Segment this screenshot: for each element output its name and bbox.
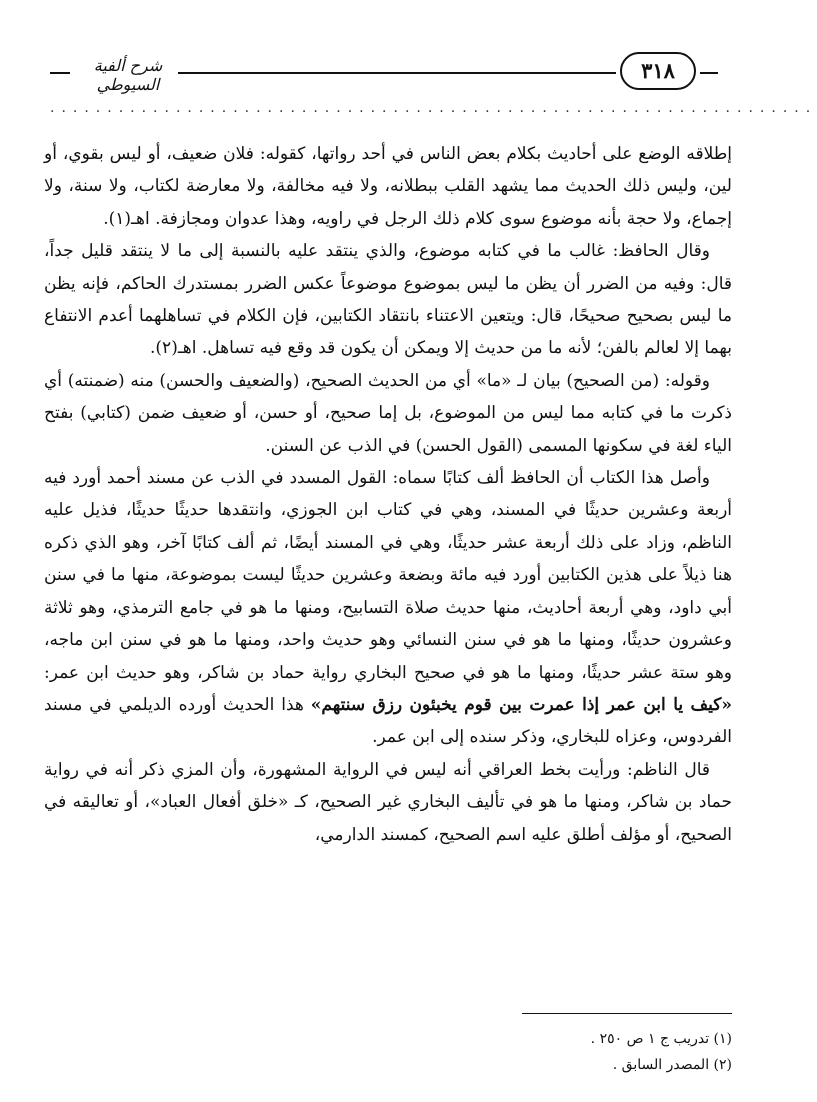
hadith-quote: «كيف يا ابن عمر إذا عمرت بين قوم يخبئون رزق سنتهم» [310, 694, 732, 715]
paragraph-1: إطلاقه الوضع على أحاديث بكلام بعض الناس في أحد رواتها، كقوله: فلان ضعيف، أو ليس بقوي، أو لين، وليس ذلك الحديث مما يشهد القلب ببطلانه، ولا فيه مخالفة، ولا معارضة لكتاب، ولا سنة، ولا إجماع، ولا حجة بأنه موضوع سوى كلام ذلك الرجل في راويه، وهذا عدوان ومجازفة. اهـ(١). [44, 144, 732, 229]
header-rule [178, 72, 616, 74]
footnote-separator [522, 1013, 732, 1014]
page-body [44, 138, 732, 998]
paragraph-4 [44, 462, 732, 754]
paragraph-3: وقوله: (من الصحيح) بيان لـ «ما» أي من الحديث الصحيح، (والضعيف والحسن) منه (ضمنته) أي ذكرت ما في كتابه مما ليس من الموضوع، بل إما صحيح، أو حسن، أو ضعيف ضمن (كتابي) بفتح الياء لغة في سكونها المسمى (القول الحسن) في الذب عن السنن. [44, 370, 732, 456]
dotted-separator: ................................................................... [50, 100, 817, 116]
footnotes [44, 1026, 732, 1078]
paragraph-4-tail: هذا الحديث أورده الديلمي في مسند الفردوس، وعزاه للبخاري، وذكر سنده إلى ابن عمر. [44, 694, 732, 748]
page-header [40, 52, 730, 92]
page-number: ٣١٨ [620, 52, 696, 90]
paragraph-2: وقال الحافظ: غالب ما في كتابه موضوع، والذي ينتقد عليه بالنسبة إلى ما لا ينتقد قليل جداً، قال: وفيه من الضرر أن يظن ما ليس بموضوع موضوعاً عكس الضرر بمستدرك الحاكم، فإنه يظن ما ليس بصحيح صحيحًا، قال: ويتعين الاعتناء بانتقاد الكتابين، فإن الكلام في تساهلهما أعدم الانتفاع بهما إلا لعالم بالفن؛ لأنه ما من حديث إلا ويمكن أن يكون قد وقع فيه تساهل. اهـ(٢). [44, 241, 733, 359]
footnote-1: (١) تدريب ج ١ ص ٢٥٠ . [590, 1031, 732, 1047]
running-title: شرح ألفية السيوطي [93, 56, 163, 94]
header-rule-left [50, 72, 70, 74]
paragraph-4-text: وأصل هذا الكتاب أن الحافظ ألف كتابًا سماه: القول المسدد في الذب عن مسند أحمد أورد فيه أربعة وعشرين حديثًا في المسند، وهي في كتاب ابن الجوزي، وانتقدها حديثًا حديثًا، فذيل عليه الناظم، وزاد على ذلك أربعة عشر حديثًا، وهي في المسند أيضًا، ثم ألف كتابًا آخر، وهو الذي ذكره هنا ذيلاً على هذين الكتابين أورد فيه مائة وبضعة وعشرين حديثًا ليست بموضوعة، منها ما في سنن أبي داود، وهي أربعة أحاديث، منها حديث صلاة التسابيح، ومنها ما هو في جامع الترمذي، وهو ثلاثة وعشرون حديثًا، ومنها ما هو في سنن النسائي وهو حديث واحد، ومنها ما هو في سنن ابن ماجه، وهو ستة عشر حديثًا، ومنها ما هو في صحيح البخاري رواية حماد بن شاكر، وهو حديث ابن عمر: [44, 468, 732, 683]
footnote-2: (٢) المصدر السابق . [612, 1057, 732, 1073]
paragraph-5: قال الناظم: ورأيت بخط العراقي أنه ليس في الرواية المشهورة، وأن المزي ذكر أنه في رواية حماد بن شاكر، ومنها ما هو في تأليف البخاري غير الصحيح، كـ «خلق أفعال العباد»، أو تعاليقه في الصحيح، أو مؤلف أطلق عليه اسم الصحيح، كمسند الدارمي، [44, 759, 732, 845]
header-rule-right [700, 72, 718, 74]
